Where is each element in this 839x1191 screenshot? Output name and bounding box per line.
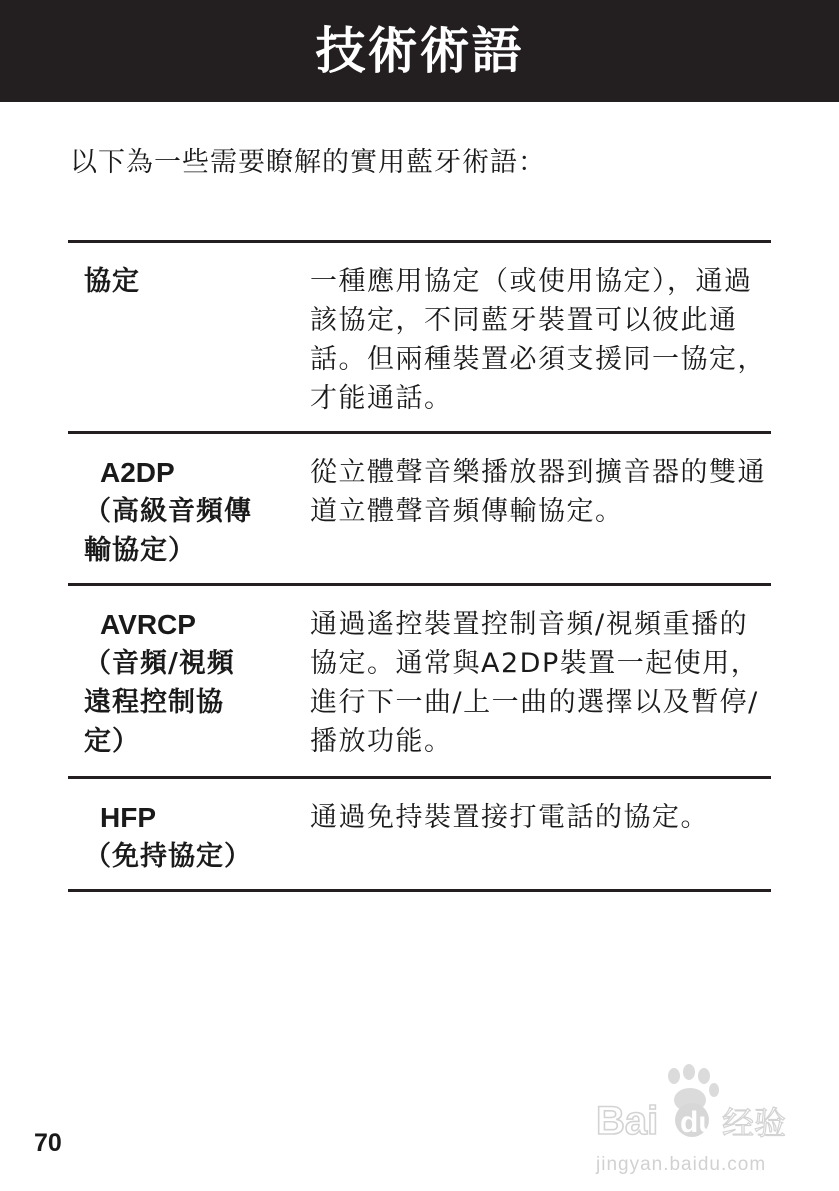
term-abbreviation: AVRCP bbox=[100, 609, 196, 640]
term-abbreviation: HFP bbox=[100, 802, 156, 833]
term-definition: 從立體聲音樂播放器到擴音器的雙通道立體聲音頻傳輸協定。 bbox=[310, 457, 766, 527]
svg-text:经验: 经验 bbox=[722, 1104, 787, 1142]
term-name bbox=[68, 453, 294, 583]
term-abbreviation: A2DP bbox=[100, 457, 175, 488]
header-bar bbox=[0, 0, 839, 102]
term-full-name: 協定 bbox=[84, 266, 140, 297]
term-definition: 一種應用協定（或使用協定），通過該協定，不同藍牙裝置可以彼此通話。但兩種裝置必須支援同一協定，才能通話。 bbox=[310, 266, 766, 414]
term-full-name: 定） bbox=[84, 726, 140, 757]
term-full-name: （音頻/視頻 bbox=[84, 648, 235, 679]
page-number: 70 bbox=[34, 1129, 62, 1157]
page-title: 技術術語 bbox=[315, 21, 524, 80]
terms-table bbox=[68, 240, 771, 892]
term-name bbox=[68, 605, 294, 776]
term-row-a2dp bbox=[68, 434, 771, 586]
term-row-hfp bbox=[68, 779, 771, 892]
intro-text: 以下為一些需要瞭解的實用藍牙術語： bbox=[70, 147, 546, 178]
svg-text:du: du bbox=[680, 1106, 717, 1139]
term-definition: 通過遙控裝置控制音頻/視頻重播的協定。通常與A2DP裝置一起使用，進行下一曲/上一曲的選擇以及暫停/播放功能。 bbox=[310, 609, 760, 757]
baidu-watermark bbox=[592, 1062, 792, 1175]
watermark-url: jingyan.baidu.com bbox=[596, 1154, 767, 1175]
baidu-paw-logo-icon bbox=[592, 1062, 792, 1154]
term-full-name: （高級音頻傳 bbox=[84, 496, 252, 527]
term-full-name: （免持協定） bbox=[84, 841, 252, 872]
term-row-protocol bbox=[68, 243, 771, 434]
term-full-name: 輸協定） bbox=[84, 535, 196, 566]
term-definition: 通過免持裝置接打電話的協定。 bbox=[310, 802, 709, 833]
term-row-avrcp bbox=[68, 586, 771, 779]
term-name bbox=[68, 798, 294, 889]
term-full-name: 遠程控制協 bbox=[84, 687, 224, 718]
term-name bbox=[68, 262, 294, 431]
svg-text:Bai: Bai bbox=[596, 1099, 659, 1143]
